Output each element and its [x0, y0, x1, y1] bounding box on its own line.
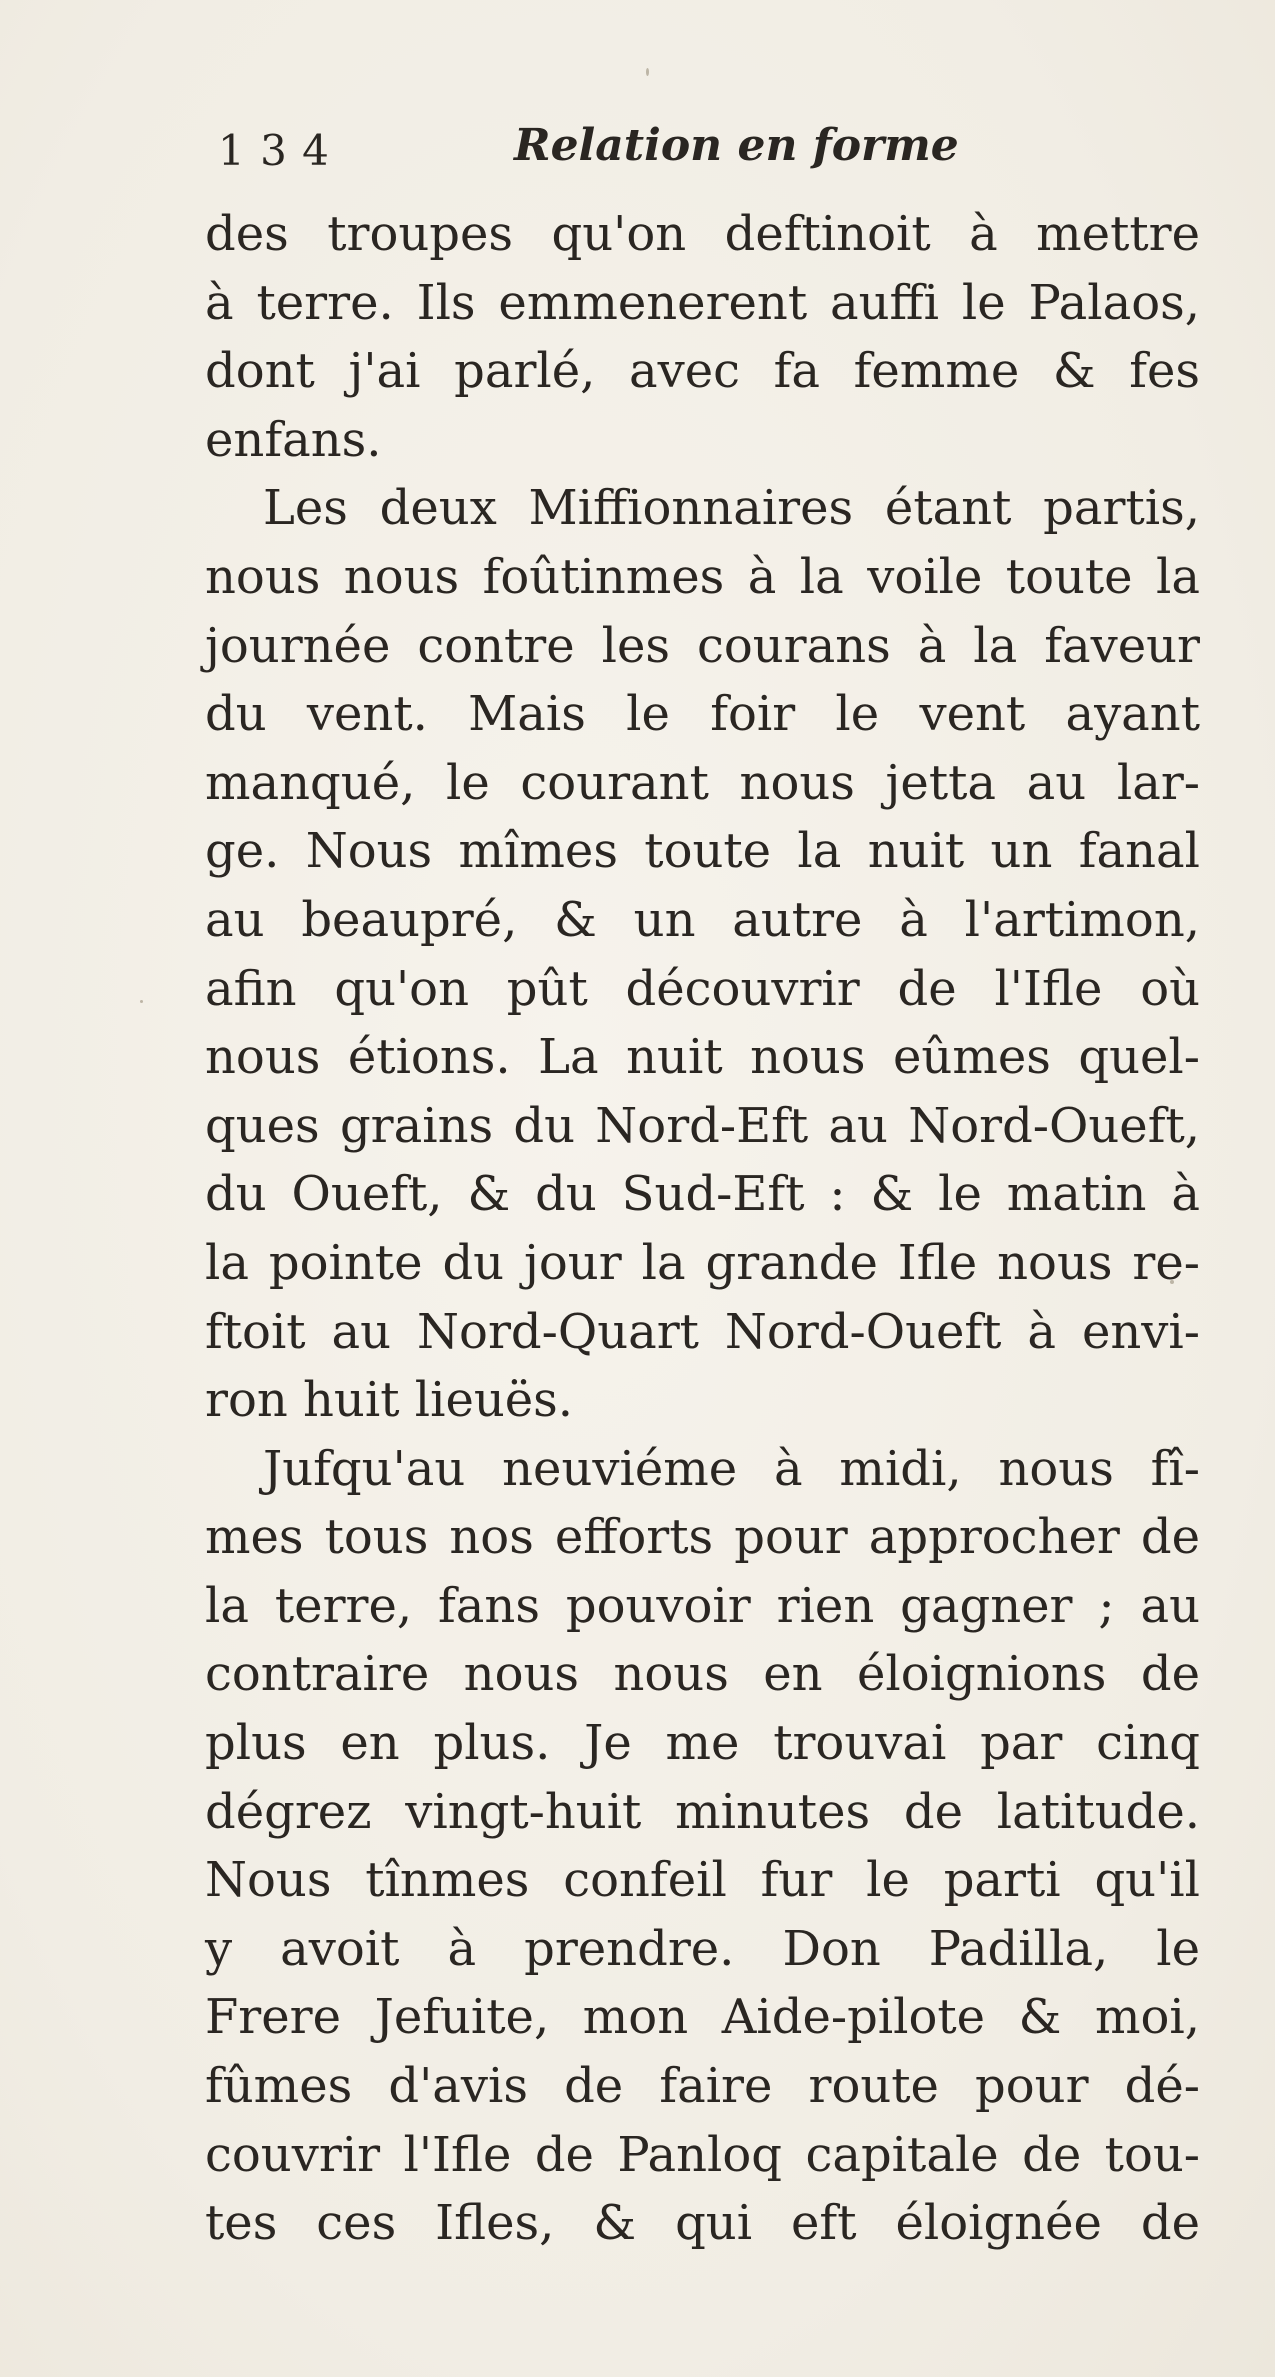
text-line: au beaupré, & un autre à l'artimon, [205, 891, 1200, 948]
text-line: des troupes qu'on deftinoit à mettre [205, 206, 1200, 262]
text-line: Nous tînmes confeil fur le parti qu'il [205, 1852, 1200, 1909]
text-line: dont j'ai parlé, avec fa femme & fes [205, 343, 1200, 400]
text-line: ques grains du Nord-Eft au Nord-Oueft, [205, 1097, 1200, 1154]
text-line: dégrez vingt-huit minutes de latitude. [205, 1783, 1200, 1840]
text-line: nous étions. La nuit nous eûmes quel- [205, 1029, 1200, 1086]
text-line: à terre. Ils emmenerent auffi le Palaos, [205, 274, 1200, 331]
page-header [218, 120, 1118, 190]
text-line: ge. Nous mîmes toute la nuit un fanal [205, 823, 1200, 880]
text-line: Les deux Miffionnaires étant partis, [263, 480, 1200, 537]
text-line: y avoit à prendre. Don Padilla, le [205, 1920, 1200, 1977]
text-line: tes ces Ifles, & qui eft éloignée de [205, 2195, 1200, 2252]
running-head: Relation en forme [514, 120, 959, 171]
paper-speck [646, 68, 649, 76]
text-line: du Oueft, & du Sud-Eft : & le matin à [205, 1166, 1200, 1223]
page-number: 1 3 4 [218, 126, 330, 175]
text-line: la terre, fans pouvoir rien gagner ; au [205, 1577, 1200, 1634]
text-line: mes tous nos efforts pour approcher de [205, 1509, 1200, 1566]
text-line: afin qu'on pût découvrir de l'Ifle où [205, 960, 1200, 1017]
text-line: plus en plus. Je me trouvai par cinq [205, 1715, 1200, 1772]
text-line: du vent. Mais le foir le vent ayant [205, 686, 1200, 743]
text-line: contraire nous nous en éloignions de [205, 1646, 1200, 1703]
paper-speck [140, 1000, 143, 1003]
text-line: Jufqu'au neuviéme à midi, nous fî- [263, 1440, 1200, 1497]
body-text [205, 200, 1200, 2258]
text-line: nous nous foûtinmes à la voile toute la [205, 548, 1200, 605]
text-line: couvrir l'Ifle de Panloq capitale de tou- [205, 2126, 1200, 2183]
text-line: Frere Jefuite, mon Aide-pilote & moi, [205, 1989, 1200, 2046]
text-line: manqué, le courant nous jetta au lar- [205, 754, 1200, 811]
text-line: journée contre les courans à la faveur [205, 617, 1200, 674]
text-line: la pointe du jour la grande Ifle nous re- [205, 1234, 1200, 1291]
text-line: ftoit au Nord-Quart Nord-Oueft à envi- [205, 1303, 1200, 1360]
text-line: ron huit lieuës. [205, 1372, 574, 1429]
text-line: fûmes d'avis de faire route pour dé- [205, 2058, 1200, 2115]
text-line: enfans. [205, 411, 382, 468]
